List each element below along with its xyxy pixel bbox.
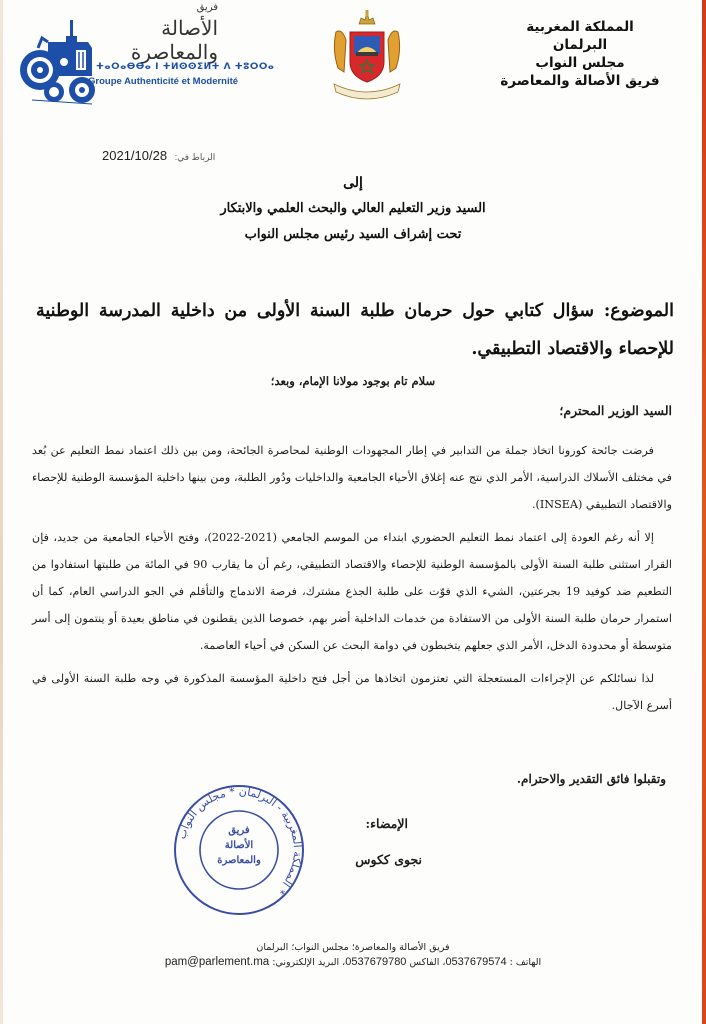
salutation: السيد الوزير المحترم؛ — [559, 403, 672, 418]
signature-label: الإمضاء: — [365, 816, 408, 831]
footer-address: فريق الأصالة والمعاصرة؛ مجلس النواب؛ البرلمان — [256, 942, 450, 953]
stamp-inner-line: والمعاصرة — [217, 855, 261, 866]
tractor-icon — [18, 18, 100, 108]
closing-line: وتقبلوا فائق التقدير والاحترام. — [516, 772, 666, 786]
scan-edge-left — [0, 0, 3, 1024]
institution-header — [480, 18, 680, 90]
addressee-recipient: السيد وزير التعليم العالي والبحث العلمي والابتكار — [220, 201, 486, 216]
scan-edge-strip — [702, 0, 706, 1024]
party-name-french: Groupe Authenticité et Modernité — [88, 76, 239, 87]
date-line — [102, 148, 215, 163]
phone-label: الهاتف : — [509, 957, 542, 968]
body-paragraph: إلا أنه رغم العودة إلى اعتماد نمط التعليم الحضوري ابتداء من الموسم الجامعي (2021-2022)، وفتح الأحياء الجامعية من جديد، فإن القرار استثنى طلبة السنة الأولى بالمؤسسة الوطنية للإحصاء والاقتصاد التطبيقي، رغم أن ما يقارب 90 في المائة من طلبتها استفادوا من التطعيم ضد كوفيد 19 بجرعتين، الشيء الذي فوّت على طلبة الجذع مشترك، فرصة الاندماج والتأقلم في الجو الدراسي العام، كما أن استمرار حرمان طلبة السنة الأولى من الاستفادة من خدمات الداخلية أضر بهم، خصوصا الذين يقطنون في مناطق بعيدة أو ينتمون إلى أسر متوسطة أو محدودة الدخل، الأمر الذي جعلهم يتخبطون في دوامة البحث عن السكن في أحياء العاصمة. — [32, 531, 672, 652]
greeting: سلام تام بوجود مولانا الإمام، وبعد؛ — [270, 374, 436, 388]
date-value: 2021/10/28 — [102, 148, 168, 163]
phone-number: 0537679574 — [445, 956, 507, 968]
party-name-tifinagh: ⵜⴰⵔⴰⴱⴱⴰ ⵏ ⵜⵍⵙⵙⵉⵍⵜ ⴷ ⵜⵓⵔⵔⴰ — [96, 62, 275, 72]
date-label: الرباط في: — [174, 152, 216, 162]
footer — [0, 940, 706, 970]
stamp-inner-line: الأصالة — [224, 840, 254, 851]
addressee-to: إلى — [343, 175, 363, 191]
stamp-inner-text — [206, 823, 272, 868]
fax-number: 0537679780 — [345, 956, 407, 968]
addressee-via: تحت إشراف السيد رئيس مجلس النواب — [244, 227, 462, 242]
coat-of-arms-icon — [326, 10, 408, 102]
party-arabic-title: الأصالة والمعاصرة — [130, 16, 218, 64]
body-paragraph: فرضت جائحة كورونا اتخاذ جملة من التدابير في إطار المجهودات الوطنية لمحاصرة الجائحة، ومن بين ذلك اعتماد نمط التعليم عن بُعد في مختلف الأسلاك الدراسية، الأمر الذي نتج عنه إغلاق الأحياء الجامعية والداخليات ودُور الطلبة، ومن بينها داخلية المؤسسة الوطنية للإحصاء والاقتصاد التطبيقي (INSEA). — [32, 444, 672, 511]
email-label: ، البريد الإلكتروني: — [272, 957, 346, 968]
stamp-inner-line: فريق — [228, 825, 250, 836]
footer-contacts — [0, 955, 706, 970]
house-line: مجلس النواب — [535, 55, 625, 71]
party-small-label: فريق — [196, 2, 218, 13]
letter-body — [32, 437, 672, 725]
email-link[interactable]: pam@parlement.ma — [164, 956, 270, 968]
signature-name: نجوى ككوس — [355, 852, 422, 867]
addressee-block — [0, 170, 706, 248]
body-paragraph: لذا نسائلكم عن الإجراءات المستعجلة التي تعتزمون اتخاذها من أجل فتح داخلية المؤسسة المذكورة في وجه طلبة السنة الأولى في أسرع الآجال. — [32, 672, 672, 712]
subject-line: الموضوع: سؤال كتابي حول حرمان طلبة السنة الأولى من داخلية المدرسة الوطنية للإحصاء والاقتصاد التطبيقي. — [36, 301, 674, 359]
fax-label: ، الفاكس — [409, 957, 446, 968]
group-line: فريق الأصالة والمعاصرة — [500, 73, 660, 89]
kingdom-line: المملكة المغربية — [526, 19, 634, 35]
parliament-line: البرلمان — [552, 37, 608, 53]
stamp-outer-text: المملكة المغربية - البرلمان * مجلس النواب * — [175, 784, 305, 898]
